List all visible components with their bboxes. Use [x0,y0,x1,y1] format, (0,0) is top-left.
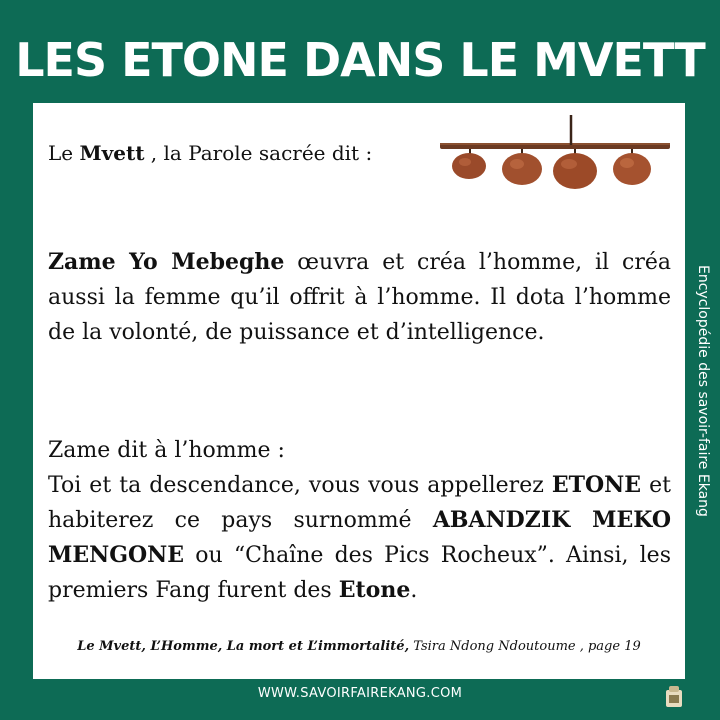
paragraph1-text: œuvra et créa l’homme, il créa aussi la femme qu’il offrit à l’homme. Il dota l’homme de la volonté, de puissance et d’intelligence. [48,250,671,345]
citation-author: Tsira Ndong Ndoutoume , page 19 [409,639,641,654]
paragraph2-part2: et habiterez ce pays surnommé [48,473,671,533]
paragraph-etone [48,433,671,608]
sidebar-vertical-label [686,103,720,679]
etone-bold-2: Etone [338,577,411,603]
paragraph2-part4: . [410,578,418,603]
page-title: LES ETONE DANS LE MVETT [15,33,705,87]
paragraph2-part1: Toi et ta descendance, vous vous appellerez [48,473,552,498]
encyclopedia-label: Encyclopédie des savoir-faire Ekang [695,265,711,517]
website-url[interactable]: WWW.SAVOIRFAIREKANG.COM [257,686,463,701]
zame-name: Zame Yo Mebeghe [48,249,285,275]
paragraph-creation [48,245,671,350]
intro-prefix: Le [48,141,80,165]
etone-bold: ETONE [551,472,642,498]
paragraph2-part3: ou “Chaîne des Pics Rocheux”. Ainsi, les premiers Fang furent des [48,543,671,603]
intro-mvett: Mvett [79,141,145,165]
intro-suffix: , la Parole sacrée dit : [144,141,373,165]
citation-title: Le Mvett, L’Homme, La mort et L’immortalité, [77,639,410,654]
intro-line [48,141,372,165]
mvett-instrument-image [438,113,673,193]
paragraph2-first-line: Zame dit à l’homme : [48,438,285,463]
content-card [33,103,685,679]
source-caption [33,639,685,654]
ekang-logo-icon [662,684,686,710]
place-name-bold: ABANDZIK MEKO MENGONE [48,507,671,568]
